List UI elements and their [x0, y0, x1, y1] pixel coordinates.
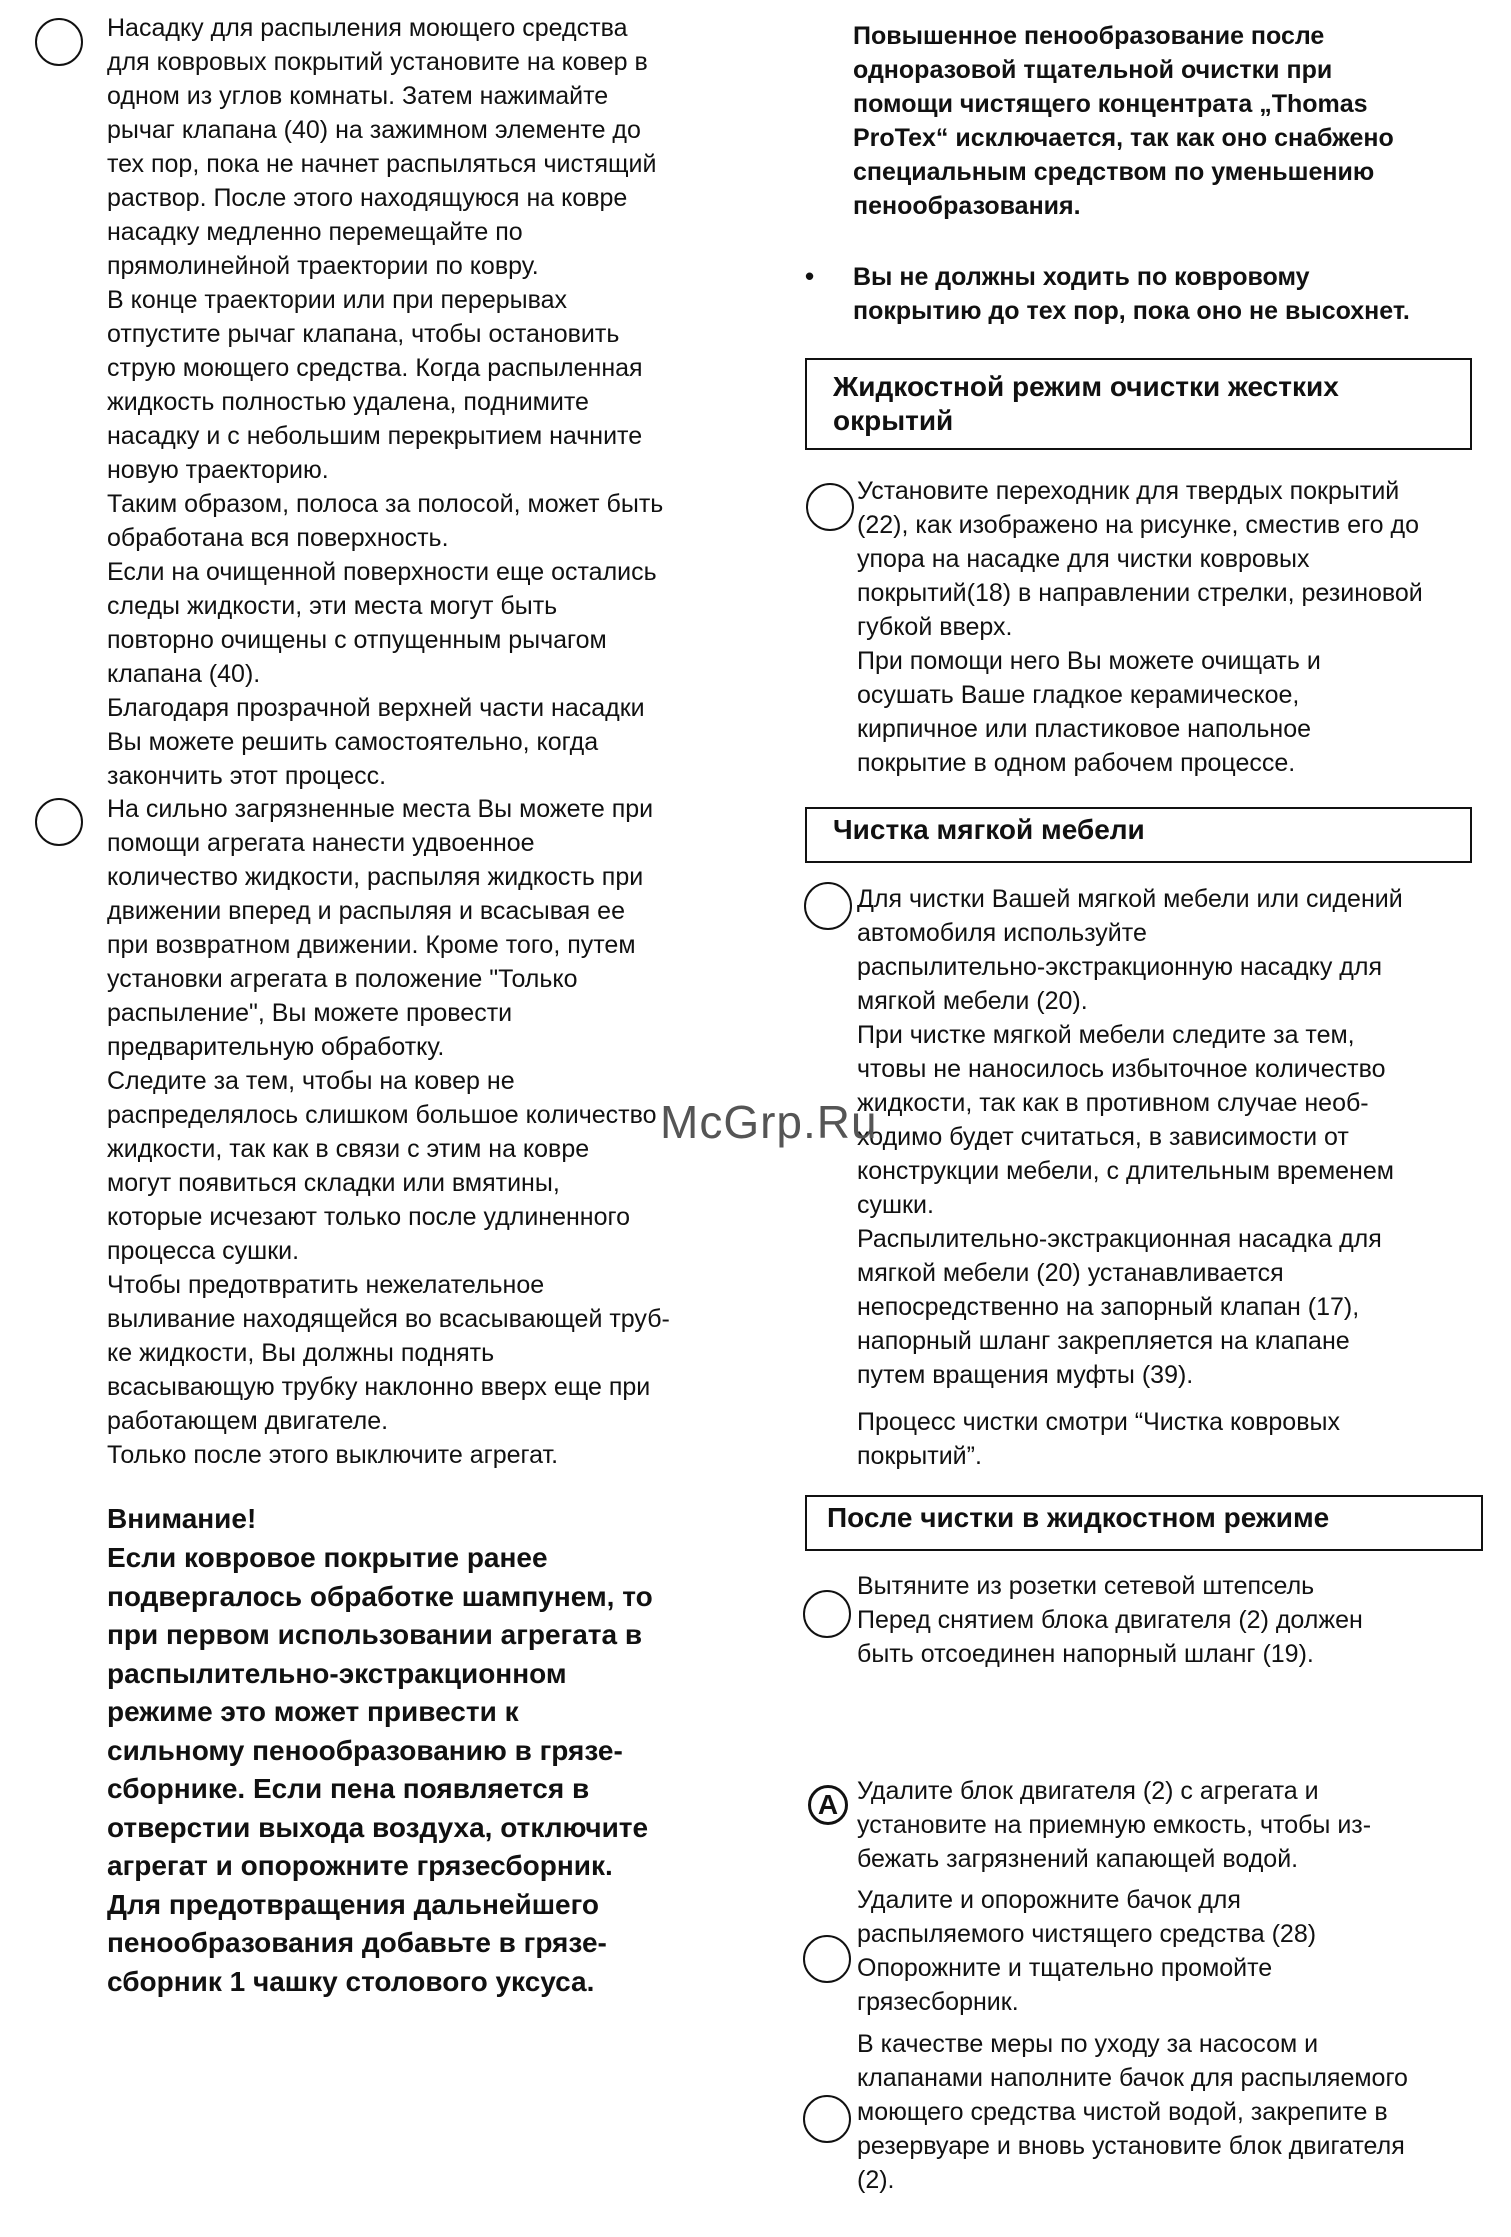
- text-line: чтовы не наносилось избыточное количество: [857, 1055, 1386, 1083]
- text-line: которые исчезают только после удлиненного: [107, 1203, 630, 1231]
- text-line: Если на очищенной поверхности еще остались: [107, 558, 657, 586]
- text-line: закончить этот процесс.: [107, 762, 387, 790]
- text-line: режиме это может привести к: [107, 1696, 519, 1727]
- text-line: Процесс чистки смотри “Чистка ковровых: [857, 1408, 1340, 1436]
- text-line: ходимо будет считаться, в зависимости от: [857, 1123, 1349, 1151]
- text-line: Только после этого выключите агрегат.: [107, 1441, 559, 1469]
- text-line: раствор. После этого находящуюся на ковре: [107, 184, 628, 212]
- text-line: Если ковровое покрытие ранее: [107, 1542, 548, 1573]
- section-heading-hard-floors: [805, 358, 1472, 450]
- text-line: Опорожните и тщательно промойте: [857, 1954, 1273, 1982]
- text-line: Насадку для распыления моющего средства: [107, 14, 628, 42]
- text-line: (22), как изображено на рисунке, сместив его до: [857, 511, 1419, 539]
- text-line: При чистке мягкой мебели следите за тем,: [857, 1021, 1355, 1049]
- text-line: сборник 1 чашку столового уксуса.: [107, 1965, 595, 1997]
- text-line: клапанами наполните бачок для распыляемого: [857, 2064, 1408, 2092]
- heading2-text: Чистка мягкой мебели: [833, 814, 1145, 845]
- text-line: Следите за тем, чтобы на ковер не: [107, 1067, 515, 1095]
- right-bullet-block: [853, 260, 1503, 328]
- text-line: тех пор, пока не начнет распыляться чистящий: [107, 150, 657, 178]
- text-line: работающем двигателе.: [107, 1407, 389, 1435]
- text-line: Таким образом, полоса за полосой, может быть: [107, 490, 664, 518]
- text-line: упора на насадке для чистки ковровых: [857, 545, 1310, 573]
- text-line: помощи агрегата нанести удвоенное: [107, 829, 535, 857]
- text-line: насадку и с небольшим перекрытием начните: [107, 422, 643, 450]
- text-line: установки агрегата в положение "Только: [107, 965, 578, 993]
- text-line: распылительно-экстракционную насадку для: [857, 953, 1382, 981]
- step-circle-icon: [803, 1590, 851, 1638]
- text-line: покрытий”.: [857, 1442, 982, 1470]
- text-line: агрегат и опорожните грязесборник.: [107, 1850, 613, 1881]
- text-line: подвергалось обработке шампунем, то: [107, 1580, 653, 1612]
- text-line: струю моющего средства. Когда распыленная: [107, 354, 643, 382]
- text-line: покрытие в одном рабочем процессе.: [857, 749, 1296, 777]
- section2-text-b: [857, 1405, 1502, 1473]
- text-line: для ковровых покрытий установите на ковер в: [107, 48, 648, 76]
- text-line: Благодаря прозрачной верхней части насадки: [107, 694, 645, 722]
- right-top-bold: [853, 19, 1503, 223]
- text-line: Удалите блок двигателя (2) с агрегата и: [857, 1777, 1319, 1805]
- text-line: сушки.: [857, 1191, 934, 1219]
- text-line: отверстии выхода воздуха, отключите: [107, 1811, 649, 1843]
- text-line: насадку медленно перемещайте по: [107, 218, 523, 246]
- section2-text: [857, 882, 1502, 1392]
- section3c-lines: [857, 1883, 1502, 2019]
- text-line: распылительно-экстракционном: [107, 1657, 567, 1689]
- text-line: сборнике. Если пена появляется в: [107, 1773, 590, 1804]
- section3c-text: [857, 1883, 1502, 2019]
- text-line: при первом использовании агрегата в: [107, 1619, 643, 1650]
- text-line: движении вперед и распыляя и всасывая ее: [107, 897, 625, 925]
- text-line: количество жидкости, распыляя жидкость при: [107, 863, 644, 891]
- text-line: непосредственно на запорный клапан (17),: [857, 1293, 1360, 1321]
- text-line: резервуаре и вновь установите блок двигателя: [857, 2132, 1405, 2160]
- text-line: Установите переходник для твердых покрытий: [857, 477, 1400, 505]
- heading1-line2: окрытий: [833, 405, 954, 436]
- text-line: грязесборник.: [857, 1988, 1019, 2016]
- step-circle-icon: [803, 2095, 851, 2143]
- text-line: ке жидкости, Вы должны поднять: [107, 1339, 495, 1367]
- watermark-text: McGrp.Ru: [660, 1096, 878, 1148]
- text-line: жидкость полностью удалена, поднимите: [107, 388, 589, 416]
- text-line: рычаг клапана (40) на зажимном элементе до: [107, 116, 641, 144]
- text-line: жидкости, так как в связи с этим на ковре: [107, 1135, 590, 1163]
- text-line: Удалите и опорожните бачок для: [857, 1886, 1241, 1914]
- text-line: всасывающую трубку наклонно вверх еще при: [107, 1373, 651, 1401]
- text-line: обработана вся поверхность.: [107, 524, 449, 552]
- text-line: установите на приемную емкость, чтобы из-: [857, 1811, 1372, 1839]
- text-line: На сильно загрязненные места Вы можете при: [107, 795, 654, 823]
- figure-a-icon: A: [808, 1785, 848, 1825]
- text-line: Вы можете решить самостоятельно, когда: [107, 728, 599, 756]
- text-line: губкой вверх.: [857, 613, 1013, 641]
- step-circle-icon: [806, 483, 854, 531]
- text-line: одном из углов комнаты. Затем нажимайте: [107, 82, 609, 110]
- text-line: быть отсоединен напорный шланг (19).: [857, 1640, 1314, 1668]
- heading3-text: После чистки в жидкостном режиме: [827, 1502, 1330, 1533]
- text-line: при возвратном движении. Кроме того, путем: [107, 931, 636, 959]
- section3a-lines: [857, 1569, 1502, 1671]
- step-circle-icon: [803, 1935, 851, 1983]
- text-line: В конце траектории или при перерывах: [107, 286, 568, 314]
- step-circle-icon: [35, 18, 83, 66]
- text-line: следы жидкости, эти места могут быть: [107, 592, 558, 620]
- section3b-text: [857, 1774, 1502, 1876]
- warning-title: Внимание!: [107, 1503, 257, 1534]
- section-heading-after-cleaning: [805, 1495, 1483, 1551]
- text-line: выливание находящейся во всасывающей труб-: [107, 1305, 670, 1333]
- text-line: бежать загрязнений капающей водой.: [857, 1845, 1299, 1873]
- text-line: осушать Ваше гладкое керамическое,: [857, 681, 1300, 709]
- text-line: специальным средством по уменьшению: [853, 158, 1375, 186]
- warning-lines: [107, 1539, 767, 2001]
- text-line: При помощи него Вы можете очищать и: [857, 647, 1321, 675]
- text-line: покрытий(18) в направлении стрелки, резиновой: [857, 579, 1423, 607]
- text-line: Распылительно-экстракционная насадка для: [857, 1225, 1382, 1253]
- left-block1-lines: [107, 11, 767, 793]
- section-heading-upholstery: [805, 807, 1472, 863]
- text-line: пенообразования.: [853, 192, 1081, 220]
- text-line: покрытию до тех пор, пока оно не высохнет.: [853, 297, 1410, 325]
- warning-block: [107, 1499, 767, 2001]
- text-line: мягкой мебели (20).: [857, 987, 1088, 1015]
- section3b-lines: [857, 1774, 1502, 1876]
- section2-lines-b: [857, 1405, 1502, 1473]
- text-line: предварительную обработку.: [107, 1033, 445, 1061]
- text-line: повторно очищены с отпущенным рычагом: [107, 626, 607, 654]
- text-line: распыляемого чистящего средства (28): [857, 1920, 1317, 1948]
- text-line: мягкой мебели (20) устанавливается: [857, 1259, 1284, 1287]
- section3d-text: [857, 2027, 1502, 2197]
- text-line: (2).: [857, 2166, 895, 2194]
- text-line: Повышенное пенообразование после: [853, 22, 1325, 50]
- text-line: отпустите рычаг клапана, чтобы остановить: [107, 320, 620, 348]
- text-line: процесса сушки.: [107, 1237, 300, 1265]
- bullet-icon: •: [805, 261, 815, 291]
- text-line: одноразовой тщательной очистки при: [853, 56, 1333, 84]
- right-bullet-lines: [853, 260, 1503, 328]
- text-line: кирпичное или пластиковое напольное: [857, 715, 1312, 743]
- text-line: распыление", Вы можете провести: [107, 999, 513, 1027]
- text-line: автомобиля используйте: [857, 919, 1147, 947]
- text-line: Для чистки Вашей мягкой мебели или сидений: [857, 885, 1403, 913]
- text-line: помощи чистящего концентрата „Thomas: [853, 90, 1368, 118]
- section1-lines: [857, 474, 1502, 780]
- text-line: напорный шланг закрепляется на клапане: [857, 1327, 1350, 1355]
- text-line: сильному пенообразованию в грязе-: [107, 1734, 623, 1766]
- text-line: Вы не должны ходить по ковровому: [853, 263, 1310, 291]
- section3a-text: [857, 1569, 1502, 1671]
- step-circle-icon: [804, 882, 852, 930]
- section3d-lines: [857, 2027, 1502, 2197]
- text-line: моющего средства чистой водой, закрепите в: [857, 2098, 1388, 2126]
- text-line: путем вращения муфты (39).: [857, 1361, 1194, 1389]
- text-line: могут появиться складки или вмятины,: [107, 1169, 560, 1197]
- right-top-bold-lines: [853, 19, 1503, 223]
- left-text-block-1: [107, 11, 767, 793]
- heading1-line1: Жидкостной режим очистки жестких: [833, 371, 1339, 402]
- text-line: В качестве меры по уходу за насосом и: [857, 2030, 1319, 2058]
- step-circle-icon: [35, 798, 83, 846]
- text-line: новую траекторию.: [107, 456, 329, 484]
- text-line: Перед снятием блока двигателя (2) должен: [857, 1606, 1363, 1634]
- section1-text: [857, 474, 1502, 780]
- text-line: жидкости, так как в противном случае необ-: [857, 1089, 1369, 1117]
- text-line: Чтобы предотвратить нежелательное: [107, 1271, 545, 1299]
- text-line: Для предотвращения дальнейшего: [107, 1888, 600, 1920]
- text-line: конструкции мебели, с длительным временем: [857, 1157, 1394, 1185]
- text-line: ProTex“ исключается, так как оно снабжено: [853, 124, 1394, 152]
- text-line: распределялось слишком большое количество: [107, 1101, 657, 1129]
- section2-lines-a: [857, 882, 1502, 1392]
- text-line: прямолинейной траектории по ковру.: [107, 252, 539, 280]
- text-line: пенообразования добавьте в грязе-: [107, 1927, 607, 1958]
- text-line: клапана (40).: [107, 660, 261, 688]
- text-line: Вытяните из розетки сетевой штепсель: [857, 1572, 1315, 1600]
